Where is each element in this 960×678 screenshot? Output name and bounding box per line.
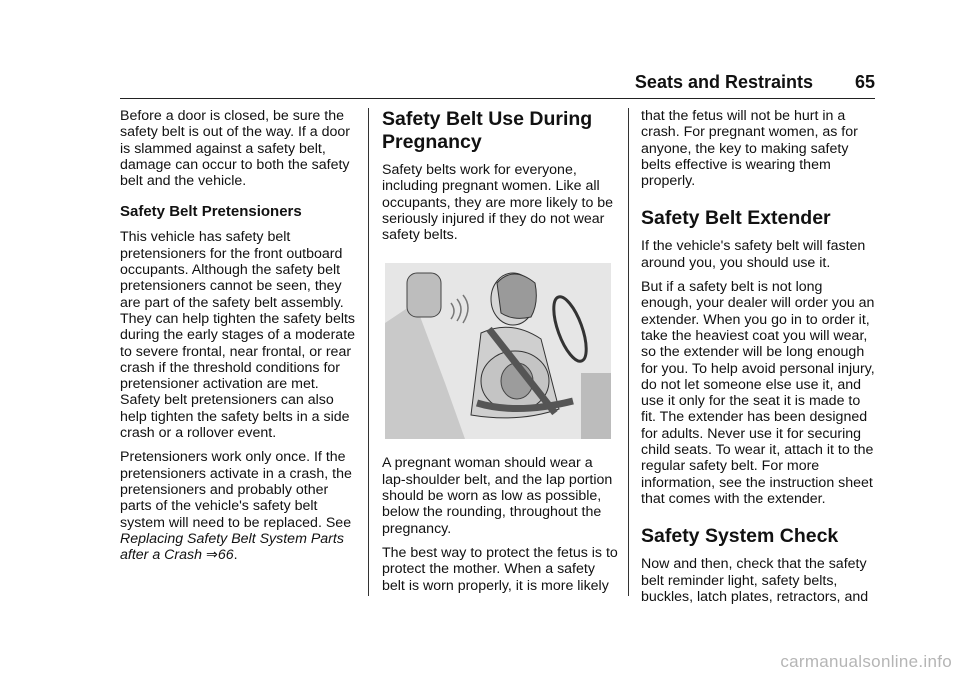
column-right — [641, 108, 876, 613]
pretensioners-text-2: Pretensioners work only once. If the pretensioners activate in a crash, the pretensioners and probably other parts of the vehicle's safety belt system will need to be replaced. — [120, 449, 352, 531]
pregnancy-paragraph-1: Safety belts work for everyone, including pregnant women. Like all occupants, they are more likely to be seriously injured if they do not wear safety belts. — [382, 162, 614, 244]
pregnancy-illustration — [385, 263, 611, 439]
see-label: See — [325, 514, 352, 531]
column-middle — [382, 108, 618, 602]
intro-paragraph: Before a door is closed, be sure the safety belt is out of the way. If a door is slammed against a safety belt, damage can occur to both the safety belt and the vehicle. — [120, 108, 351, 190]
section-title: Seats and Restraints — [634, 72, 813, 92]
heading-pregnancy: Safety Belt Use During Pregnancy — [382, 108, 593, 153]
arrow-icon: ⇒ — [205, 547, 218, 564]
pretensioners-paragraph-1: This vehicle has safety belt pretensioners for the front outboard occupants. Although the safety belt pretensioners cannot be seen, they are part of the safety belt assembly. They can help tighten the safety belts during the early stages of a moderate to severe frontal, near frontal, or rear crash if the threshold conditions for pretensioner activation are met. Safety belt pretensioners can also help tighten the safety belts in a side crash or a rollover event. — [120, 229, 356, 442]
period: . — [233, 547, 238, 564]
page-header — [120, 72, 875, 99]
check-paragraph-1: Now and then, check that the safety belt reminder light, safety belts, buckles, latch plates, retractors, and — [641, 556, 869, 605]
extender-paragraph-1: If the vehicle's safety belt will fasten around you, you should use it. — [641, 238, 866, 271]
continued-paragraph: that the fetus will not be hurt in a crash. For pregnant women, as for anyone, the key to making safety belts effective is wearing them properly. — [641, 108, 858, 190]
watermark: carmanualsonline.info — [780, 652, 952, 671]
page-number: 65 — [854, 72, 875, 92]
column-left — [120, 108, 360, 571]
cross-reference-link[interactable]: Replacing Safety Belt System Parts after a Crash — [120, 530, 344, 564]
column-divider-2 — [628, 108, 629, 596]
pregnancy-paragraph-3: The best way to protect the fetus is to protect the mother. When a safety belt is worn properly, it is more likely — [382, 544, 618, 594]
heading-pretensioners: Safety Belt Pretensioners — [120, 203, 302, 221]
extender-paragraph-2: But if a safety belt is not long enough, your dealer will order you an extender. When you go in to order it, take the heaviest coat you will wear, so the extender will be long enough for you. To help avoid personal injury, do not let someone else use it, and use it only for the seat it is made to fit. The extender has been designed for adults. Never use it for securing child seats. To wear it, attach it to the regular safety belt. For more information, see the instruction sheet that comes with the extender. — [641, 279, 875, 507]
pregnant-woman-belt-illustration — [385, 263, 611, 439]
column-divider-1 — [368, 108, 369, 596]
cross-reference-page[interactable]: 66 — [217, 547, 234, 564]
heading-extender: Safety Belt Extender — [641, 207, 831, 230]
pretensioners-paragraph-2 — [120, 449, 360, 563]
pregnancy-paragraph-2: A pregnant woman should wear a lap-shoulder belt, and the lap portion should be worn as low as possible, below the rounding, throughout the pregnancy. — [382, 455, 613, 537]
heading-safety-check: Safety System Check — [641, 525, 839, 548]
